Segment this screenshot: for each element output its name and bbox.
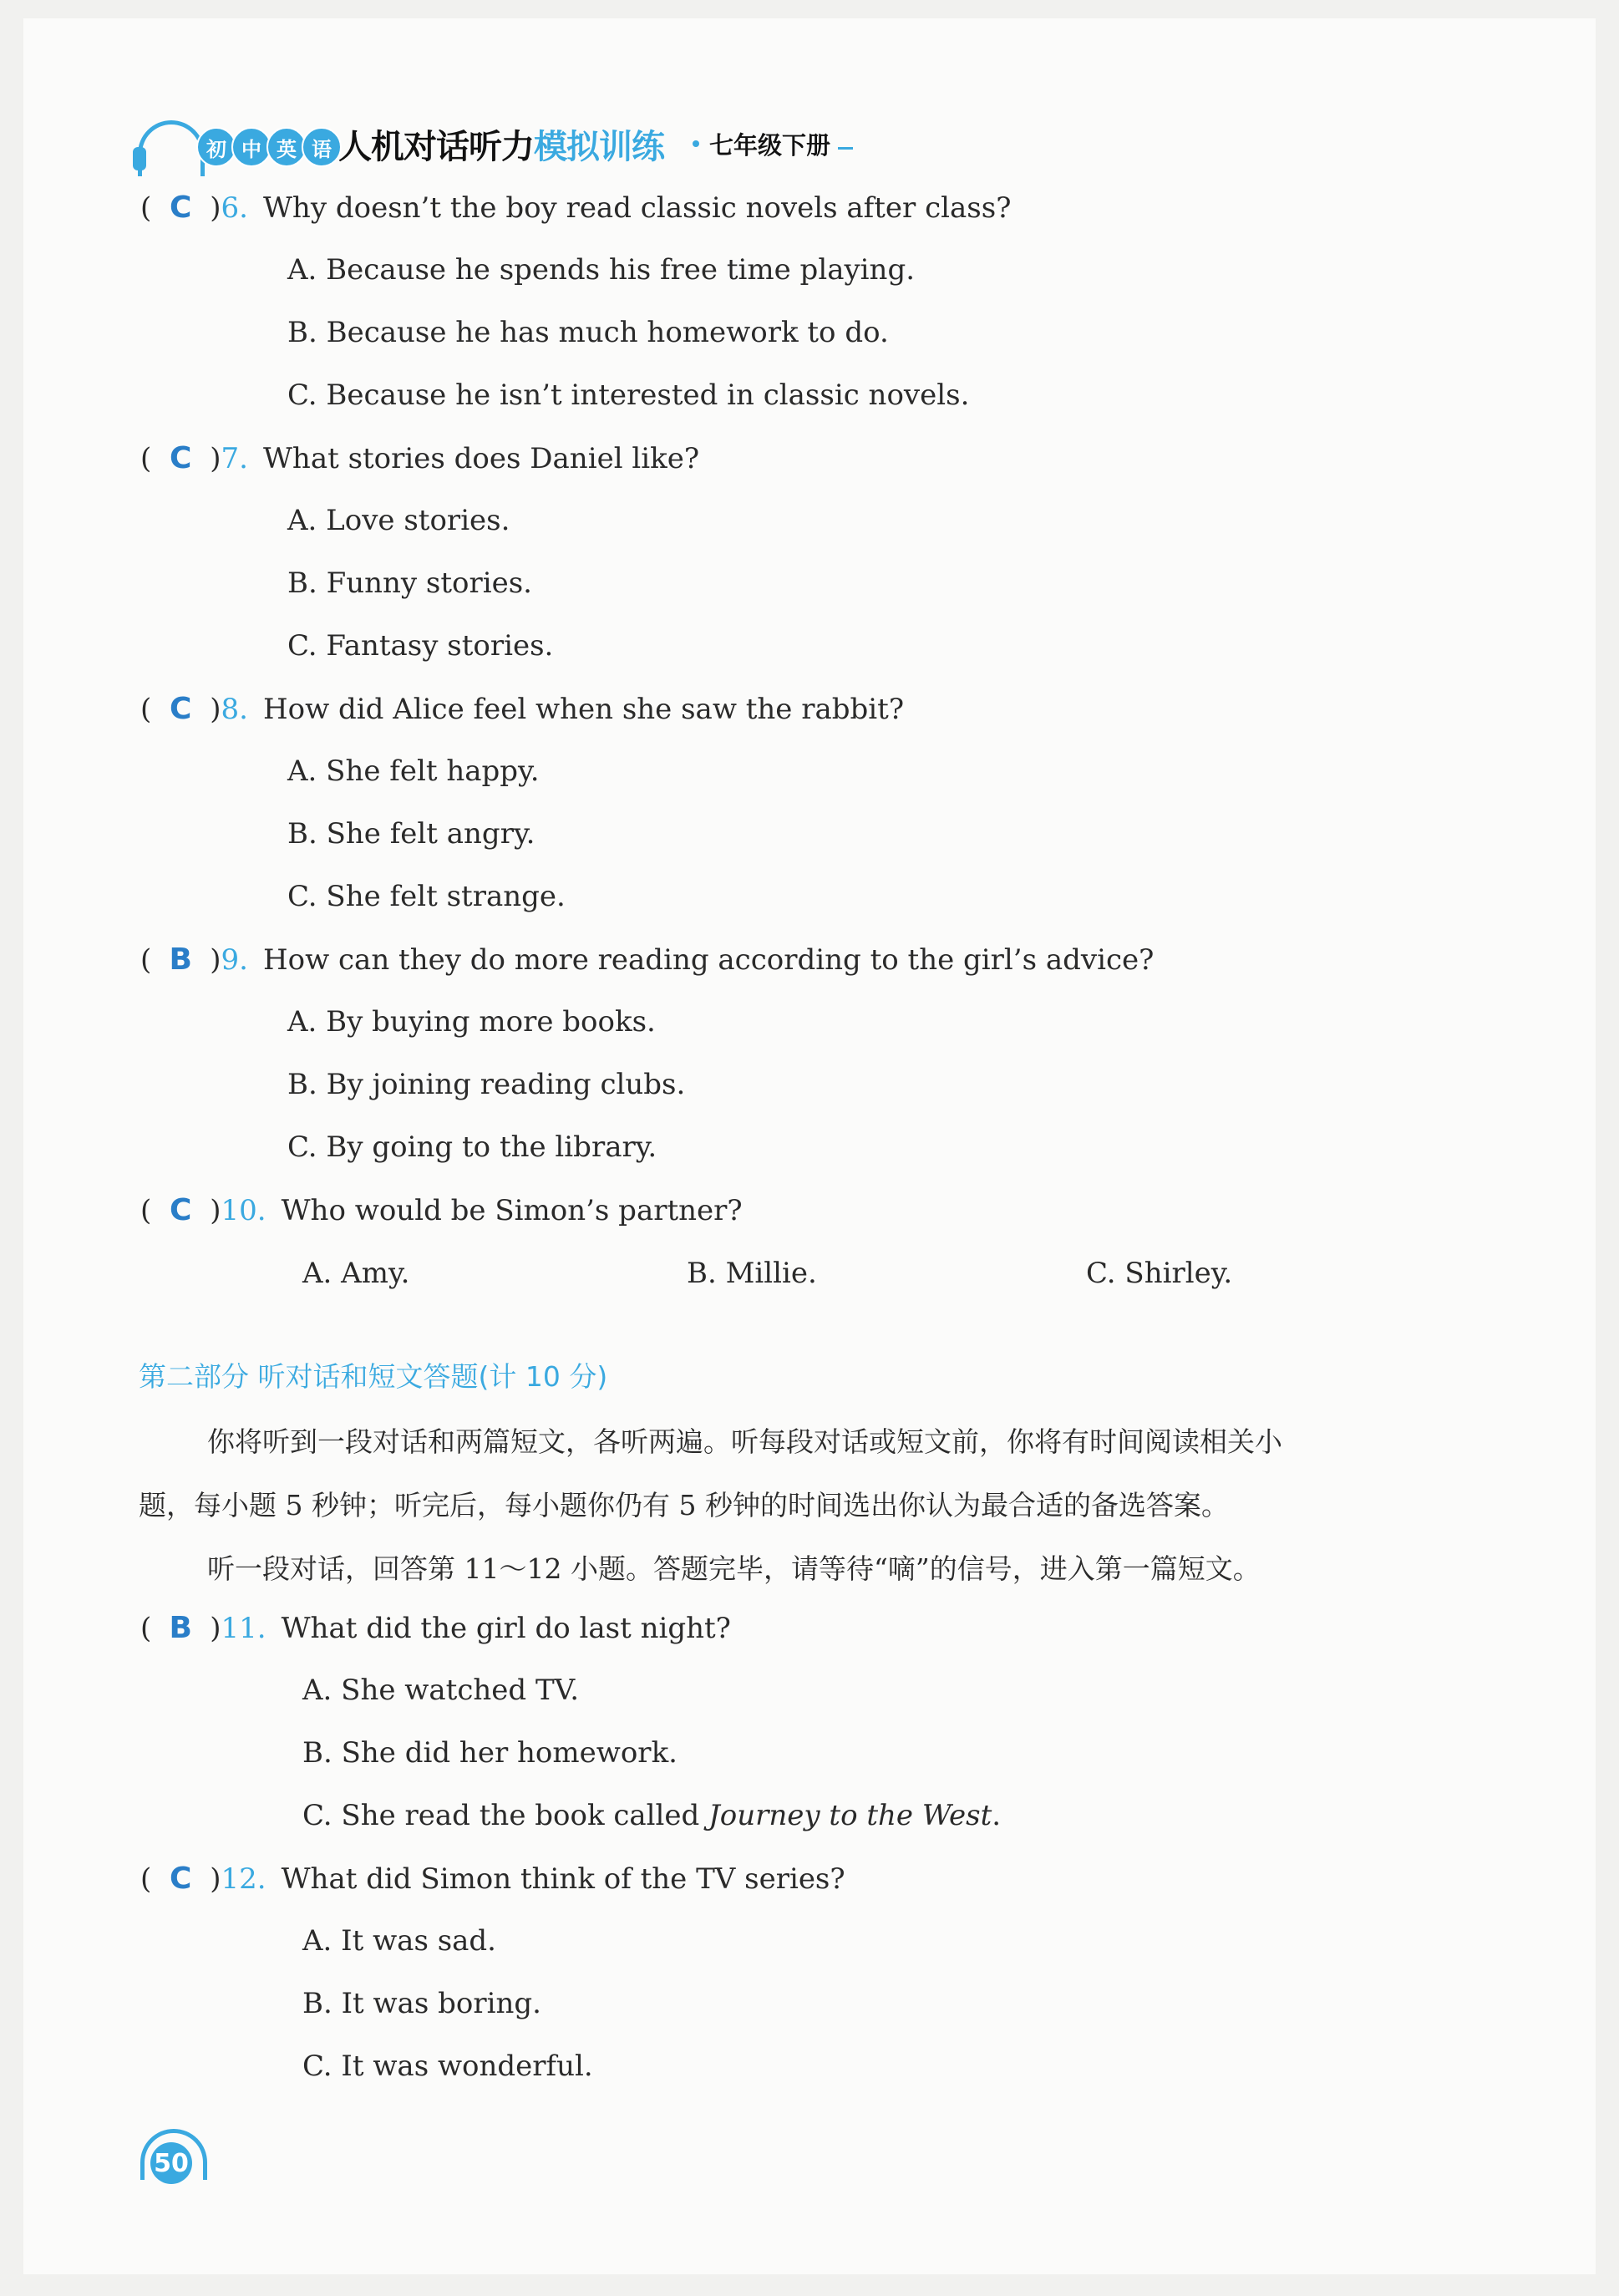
option-c-text: C. She read the book called: [302, 1799, 709, 1832]
series-title: [338, 120, 664, 168]
option-b: B. She felt angry.: [287, 817, 535, 851]
option-b: B. Millie.: [687, 1257, 817, 1290]
subject-badge: [196, 127, 337, 167]
series-title-blue: 模拟训练: [534, 128, 664, 166]
question-number: 11.: [221, 1612, 266, 1645]
option-b: B. By joining reading clubs.: [287, 1068, 686, 1101]
option-c: [302, 1799, 1001, 1832]
option-a: A. Because he spends his free time playing.: [287, 253, 916, 287]
question-text: What stories does Daniel like?: [262, 442, 700, 475]
question-text: How did Alice feel when she saw the rabbit?: [262, 693, 905, 726]
page-header: [138, 117, 973, 175]
option-a: A. She felt happy.: [287, 754, 540, 788]
subject-char: 初: [196, 127, 236, 167]
answer-mark: C: [170, 1862, 192, 1896]
question-text: What did Simon think of the TV series?: [281, 1862, 845, 1896]
question-text: Why doesn’t the boy read classic novels after class?: [262, 191, 1012, 225]
option-a: A. By buying more books.: [287, 1005, 656, 1039]
option-b: B. Funny stories.: [287, 566, 532, 600]
option-c: C. By going to the library.: [287, 1130, 657, 1164]
subject-char: 英: [266, 127, 307, 167]
question-number: 7.: [221, 442, 248, 475]
answer-mark: C: [170, 692, 192, 726]
header-decoration: [838, 147, 853, 150]
answer-mark: B: [169, 942, 192, 977]
grade-label: 七年级下册: [709, 131, 831, 160]
option-c: C. It was wonderful.: [302, 2050, 593, 2083]
option-a: A. Amy.: [302, 1257, 410, 1290]
option-a: A. It was sad.: [302, 1924, 496, 1958]
instruction-line: 你将听到一段对话和两篇短文，各听两遍。听每段对话或短文前，你将有时间阅读相关小: [207, 1425, 1282, 1458]
question-11: ( B )11. What did the girl do last night?: [140, 1611, 731, 1645]
answer-mark: C: [170, 441, 192, 475]
answer-mark: C: [170, 190, 192, 225]
subject-char: 中: [231, 127, 272, 167]
option-c: C. Shirley.: [1086, 1257, 1233, 1290]
headphones-icon: [138, 120, 205, 176]
question-7: ( C )7. What stories does Daniel like?: [140, 441, 700, 475]
question-text: What did the girl do last night?: [281, 1612, 731, 1645]
question-text: How can they do more reading according to the girl’s advice?: [262, 943, 1155, 977]
option-c: C. Fantasy stories.: [287, 629, 554, 663]
subject-char: 语: [302, 127, 342, 167]
question-12: ( C )12. What did Simon think of the TV series?: [140, 1862, 845, 1896]
question-number: 8.: [221, 693, 248, 726]
separator-dot: [693, 140, 699, 147]
answer-mark: B: [169, 1611, 192, 1645]
question-number: 6.: [221, 191, 248, 225]
option-a: A. She watched TV.: [302, 1674, 580, 1707]
option-c: C. She felt strange.: [287, 880, 566, 913]
instruction-line: 题，每小题 5 秒钟；听完后，每小题你仍有 5 秒钟的时间选出你认为最合适的备选答案。: [139, 1489, 1229, 1521]
section-title: 第二部分 听对话和短文答题(计 10 分): [139, 1360, 608, 1393]
series-title-black: 人机对话听力: [338, 128, 534, 166]
question-number: 10.: [221, 1194, 266, 1227]
page-number: 50: [150, 2142, 192, 2184]
option-b: B. It was boring.: [302, 1987, 541, 2020]
question-9: ( B )9. How can they do more reading according to the girl’s advice?: [140, 942, 1155, 977]
workbook-page: [23, 18, 1596, 2274]
option-b: B. She did her homework.: [302, 1736, 678, 1770]
question-number: 9.: [221, 943, 248, 977]
option-c: C. Because he isn’t interested in classic novels.: [287, 378, 970, 412]
question-text: Who would be Simon’s partner?: [281, 1194, 743, 1227]
question-8: ( C )8. How did Alice feel when she saw the rabbit?: [140, 692, 905, 726]
option-b: B. Because he has much homework to do.: [287, 316, 889, 349]
option-c-suffix: .: [992, 1799, 1002, 1832]
page-number-badge: [140, 2129, 207, 2184]
headphone-cup-icon: [133, 147, 146, 170]
answer-mark: C: [170, 1193, 192, 1227]
question-6: ( C )6. Why doesn’t the boy read classic novels after class?: [140, 190, 1012, 225]
option-a: A. Love stories.: [287, 504, 510, 537]
book-title: Journey to the West: [708, 1799, 992, 1832]
question-10: ( C )10. Who would be Simon’s partner?: [140, 1193, 743, 1227]
question-number: 12.: [221, 1862, 266, 1896]
instruction-line: 听一段对话，回答第 11～12 小题。答题完毕，请等待“嘀”的信号，进入第一篇短文。: [207, 1552, 1261, 1585]
